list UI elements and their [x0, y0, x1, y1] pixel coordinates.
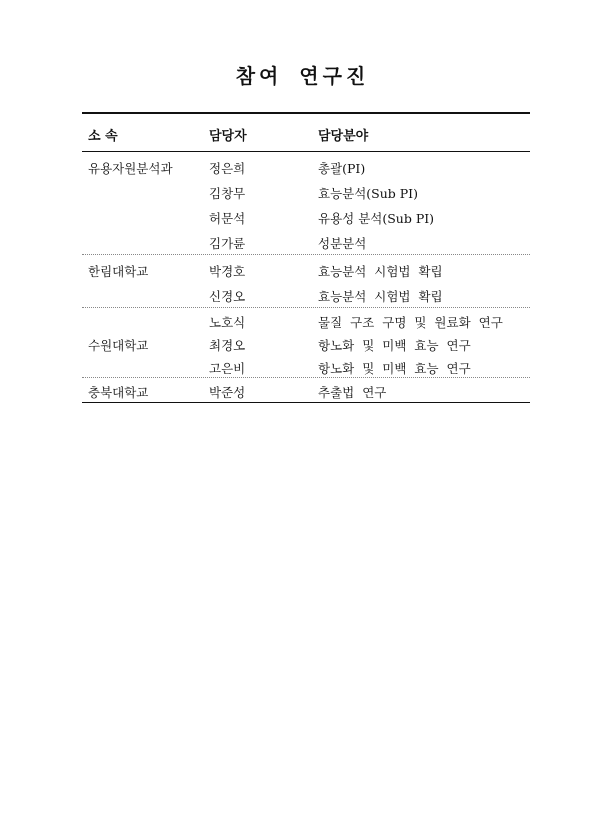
research-team-table: [82, 112, 530, 403]
affiliation-cell: 한림대학교: [88, 264, 149, 279]
person-role: 효능분석 시험법 확립: [318, 289, 443, 304]
table-row: [82, 282, 530, 307]
person-role: 성분분석: [318, 236, 367, 251]
table-row: [82, 378, 530, 402]
affiliation-cell: 유용자원분석과: [88, 161, 173, 176]
table-row: [82, 229, 530, 254]
person-name: 노호식: [209, 315, 246, 330]
table-row: [82, 308, 530, 331]
table-group: [82, 378, 530, 403]
person-role: 항노화 및 미백 효능 연구: [318, 338, 471, 353]
table-group: [82, 308, 530, 378]
person-role: 유용성 분석(Sub PI): [318, 211, 435, 226]
table-row: [82, 354, 530, 377]
table-row: [82, 154, 530, 179]
person-name: 최경오: [209, 338, 246, 353]
person-name: 고은비: [209, 361, 246, 376]
header-person: 담당자: [209, 129, 247, 144]
header-affiliation: 소 속: [88, 129, 118, 144]
person-role: 항노화 및 미백 효능 연구: [318, 361, 471, 376]
person-name: 박준성: [209, 385, 246, 400]
person-name: 김창무: [209, 186, 246, 201]
person-name: 신경오: [209, 289, 246, 304]
person-name: 정은희: [209, 161, 246, 176]
person-name: 김가륜: [209, 236, 246, 251]
table-row: [82, 331, 530, 354]
person-role: 추출법 연구: [318, 385, 387, 400]
table-row: [82, 204, 530, 229]
person-role: 효능분석 시험법 확립: [318, 264, 443, 279]
person-name: 박경호: [209, 264, 246, 279]
affiliation-cell: 수원대학교: [88, 338, 149, 353]
person-name: 허문석: [209, 211, 246, 226]
table-group: [82, 152, 530, 255]
person-role: 총괄(PI): [318, 161, 366, 176]
affiliation-cell: 충북대학교: [88, 385, 149, 400]
page-title: 참여 연구진: [235, 64, 370, 88]
person-role: 효능분석(Sub PI): [318, 186, 418, 201]
table-group: [82, 255, 530, 308]
header-role: 담당분야: [318, 129, 369, 144]
table-row: [82, 257, 530, 282]
person-role: 물질 구조 구명 및 원료화 연구: [318, 315, 503, 330]
table-header: [82, 114, 530, 152]
table-row: [82, 179, 530, 204]
